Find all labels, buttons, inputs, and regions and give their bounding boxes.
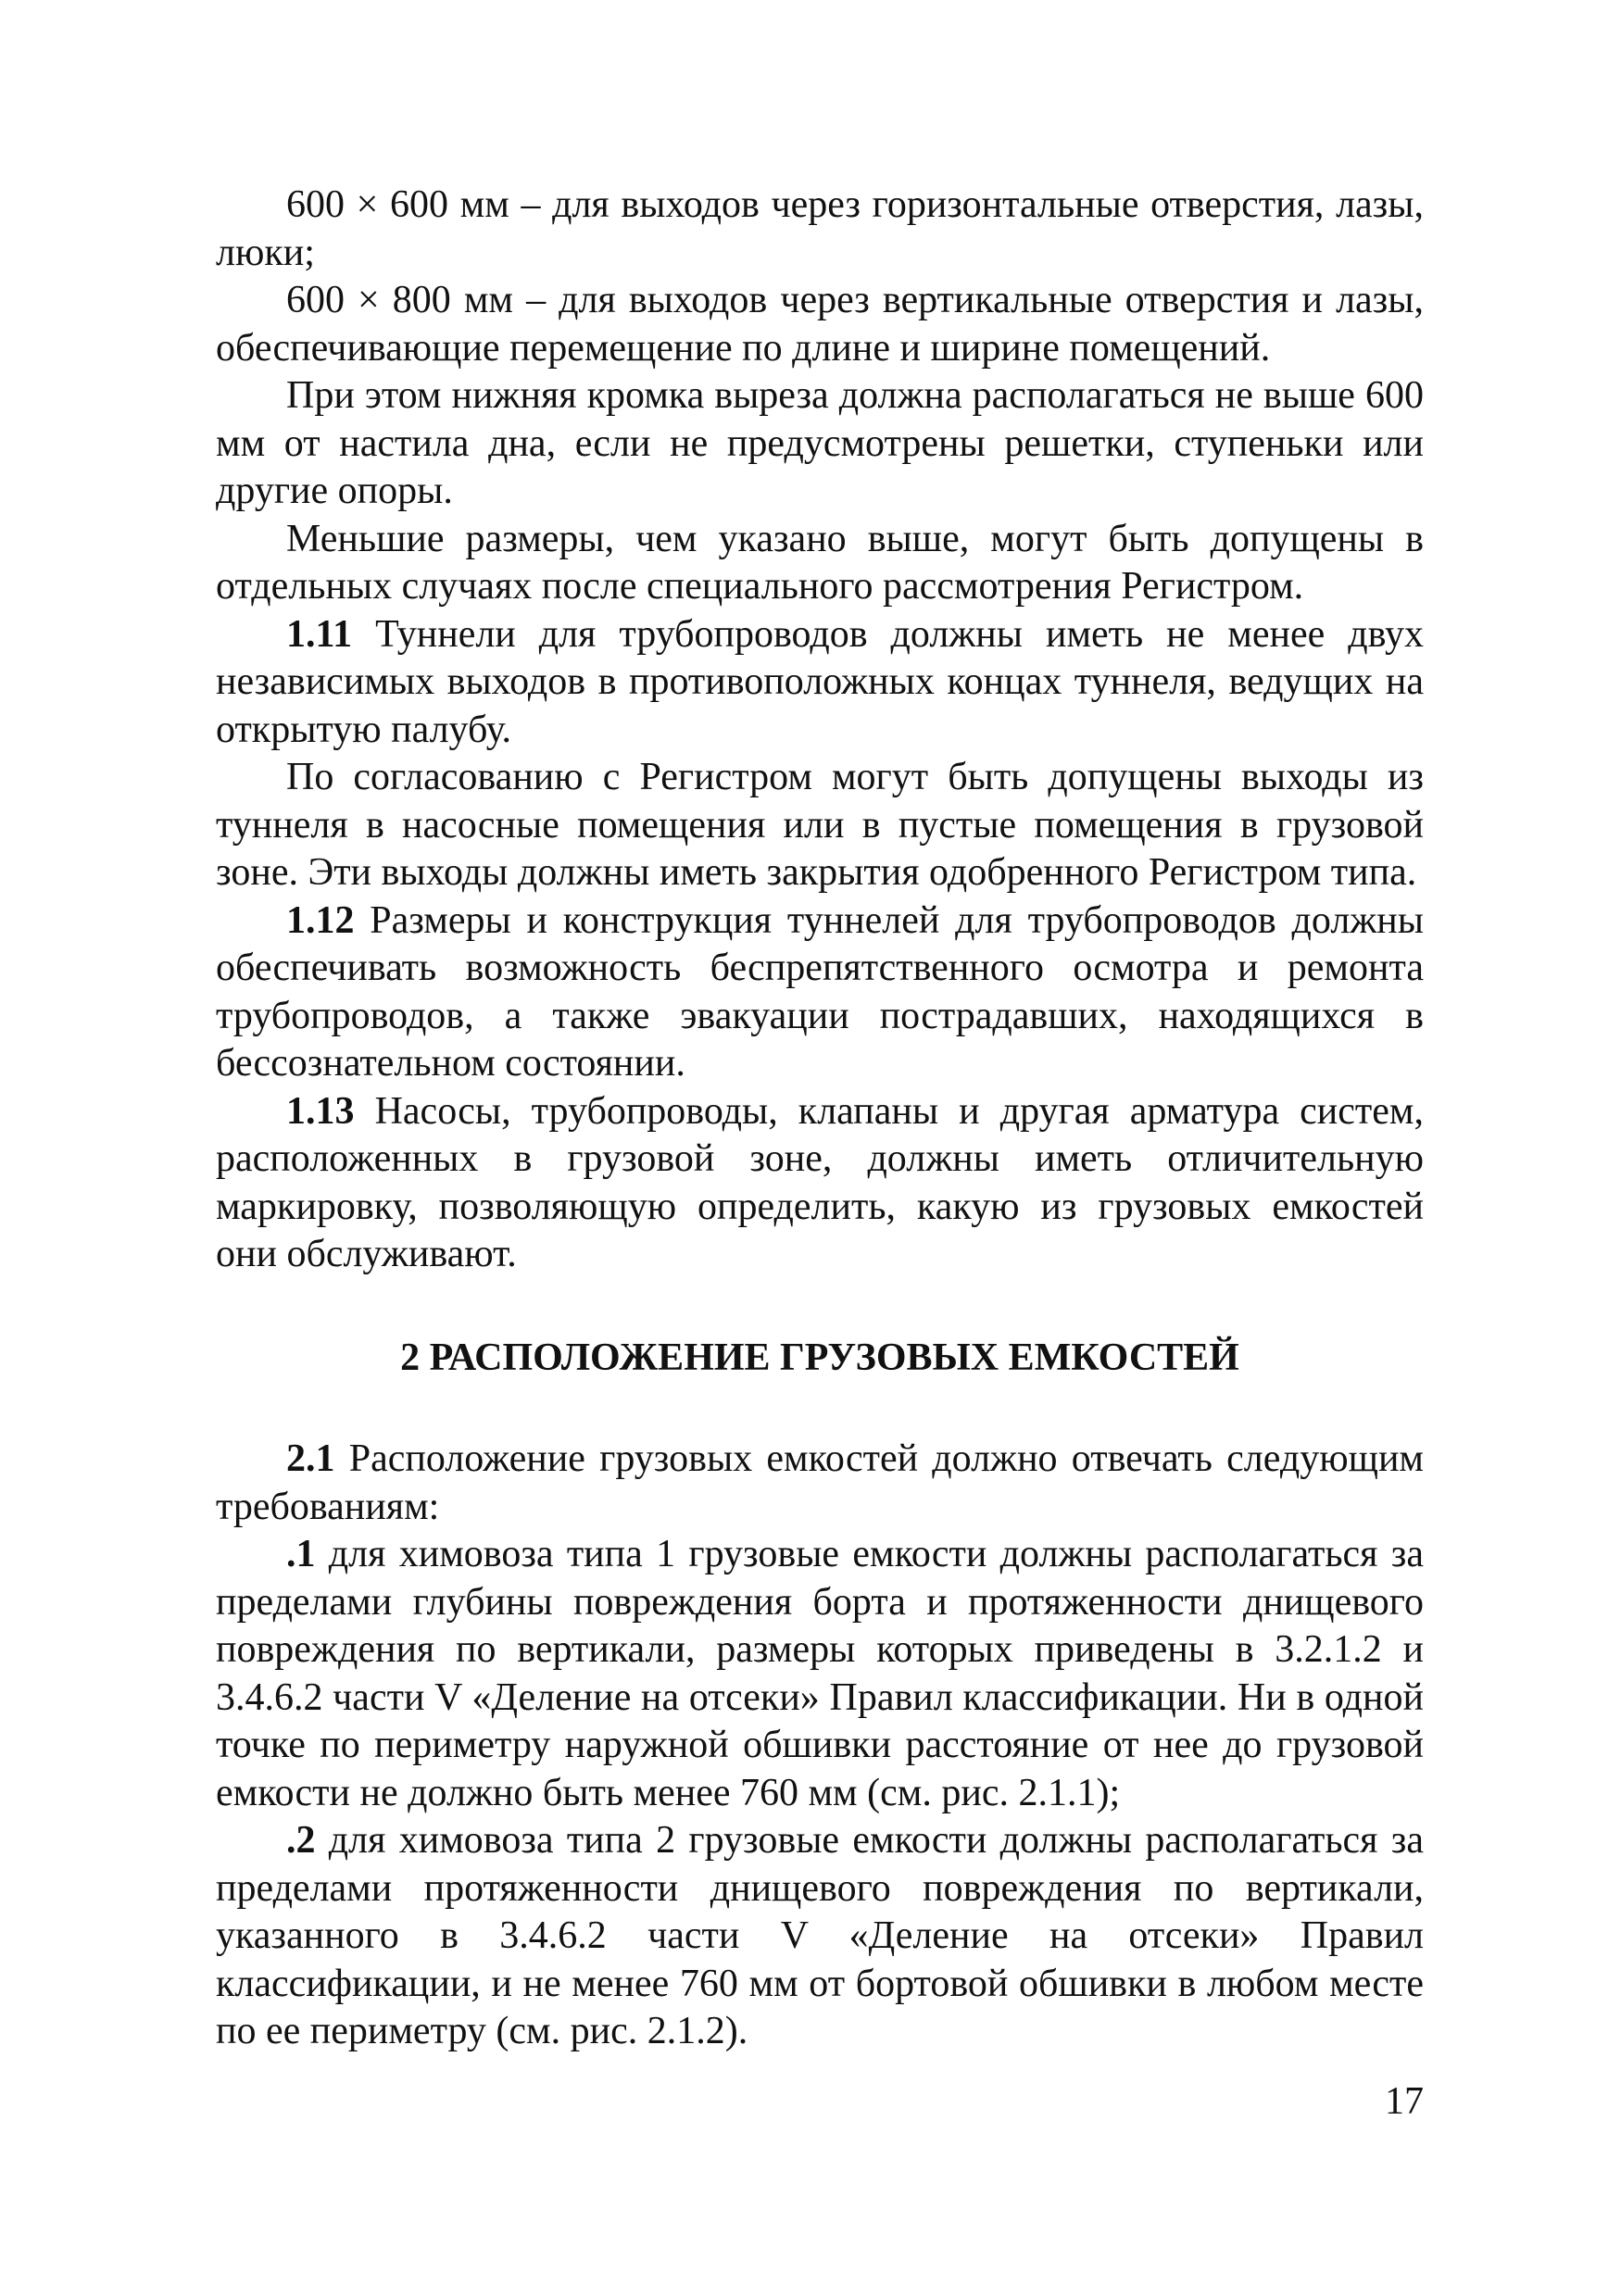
paragraph-text: При этом нижняя кромка выреза должна располагаться не выше 600 мм от настила дна, если не предусмотрены решетки, ступеньки или другие опоры.: [216, 374, 1424, 512]
paragraph-text: Меньшие размеры, чем указано выше, могут быть допущены в отдельных случаях после специального рассмотрения Регистром.: [216, 517, 1424, 608]
paragraph-text: Расположение грузовых емкостей должно отвечать следующим требованиям:: [216, 1437, 1424, 1528]
paragraph: [216, 754, 1424, 897]
clause-number: .2: [286, 1819, 316, 1862]
paragraph-text: для химовоза типа 1 грузовые емкости должны располагаться за пределами глубины повреждения борта и протяженности днищевого повреждения по вертикали, размеры которых приведены в 3.2.1.2 и 3.4.6.2 части V «Деление на отсеки» Правил классификации. Ни в одной точке по периметру наружной обшивки расстояние от нее до грузовой емкости не должно быть менее 760 мм (см. рис. 2.1.1);: [216, 1533, 1424, 1814]
clause-number: 1.11: [286, 612, 353, 656]
paragraph: [216, 897, 1424, 1088]
paragraph: [216, 1088, 1424, 1279]
paragraph: [216, 1436, 1424, 1531]
paragraph: [216, 1531, 1424, 1817]
section-2-text: [216, 1436, 1424, 2056]
paragraph: [216, 611, 1424, 755]
paragraph-text: Насосы, трубопроводы, клапаны и другая арматура систем, расположенных в грузовой зоне, должны иметь отличительную маркировку, позволяющую определить, какую из грузовых емкостей они обслуживают.: [216, 1089, 1424, 1275]
paragraph-text: 600 × 600 мм – для выходов через горизонтальные отверстия, лазы, люки;: [216, 183, 1424, 274]
paragraph-text: По согласованию с Регистром могут быть допущены выходы из туннеля в насосные помещения или в пустые помещения в грузовой зоне. Эти выходы должны иметь закрытия одобренного Регистром типа.: [216, 756, 1424, 894]
clause-number: 2.1: [286, 1437, 335, 1480]
paragraph-text: Размеры и конструкция туннелей для трубопроводов должны обеспечивать возможность беспрепятственного осмотра и ремонта трубопроводов, а также эвакуации пострадавших, находящихся в бессознательном состоянии.: [216, 898, 1424, 1085]
section-heading: 2 РАСПОЛОЖЕНИЕ ГРУЗОВЫХ ЕМКОСТЕЙ: [400, 1336, 1239, 1379]
clause-number: 1.13: [286, 1089, 355, 1133]
page-number: 17: [1385, 2080, 1424, 2123]
paragraph-text: 600 × 800 мм – для выходов через вертикальные отверстия и лазы, обеспечивающие перемещение по длине и ширине помещений.: [216, 279, 1424, 370]
paragraph: [216, 372, 1424, 516]
section-1-text: [216, 182, 1424, 1279]
paragraph: [216, 516, 1424, 611]
paragraph: [216, 277, 1424, 372]
paragraph: [216, 1817, 1424, 2056]
paragraph-text: Туннели для трубопроводов должны иметь не менее двух независимых выходов в противоположных концах туннеля, ведущих на открытую палубу.: [216, 612, 1424, 751]
clause-number: .1: [286, 1533, 316, 1575]
clause-number: 1.12: [286, 898, 355, 942]
paragraph: [216, 182, 1424, 277]
paragraph-text: для химовоза типа 2 грузовые емкости должны располагаться за пределами протяженности днищевого повреждения по вертикали, указанного в 3.4.6.2 части V «Деление на отсеки» Правил классификации, и не менее 760 мм от бортовой обшивки в любом месте по ее периметру (см. рис. 2.1.2).: [216, 1819, 1424, 2052]
